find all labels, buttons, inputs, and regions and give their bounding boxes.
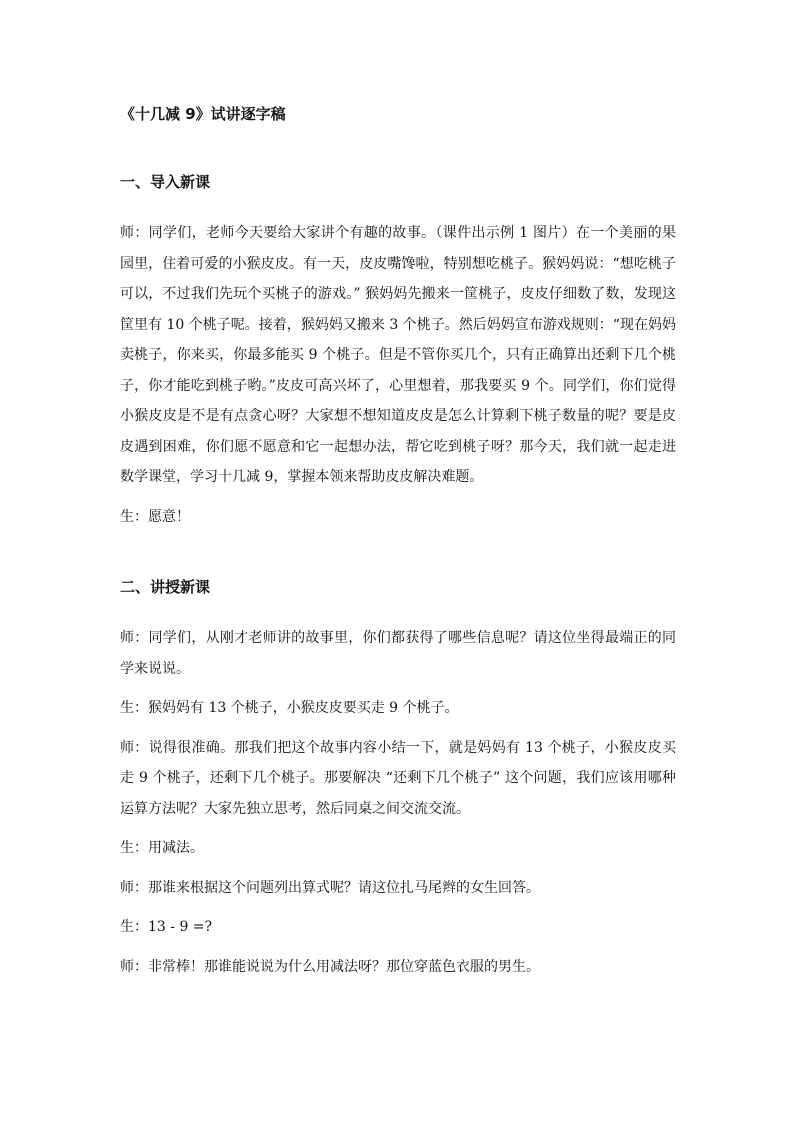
paragraph: 师：同学们，从刚才老师讲的故事里，你们都获得了哪些信息呢？请这位坐得最端正的同学来说说。 xyxy=(120,630,676,677)
paragraph: 生：13 - 9 =? xyxy=(120,919,213,935)
paragraph: 师：说得很准确。那我们把这个故事内容小结一下，就是妈妈有 13 个桃子，小猴皮皮买走 9 个桃子，还剩下几个桃子。那要解决 “还剩下几个桃子” 这个问题，我们应该用哪种运算方法呢？大家先独立思考，然后同桌之间交流交流。 xyxy=(120,739,676,817)
paragraph: 生：猴妈妈有 13 个桃子，小猴皮皮要买走 9 个桃子。 xyxy=(120,700,459,716)
section-introduction xyxy=(120,168,676,532)
section-new-lesson xyxy=(120,573,676,982)
section-spacer xyxy=(120,541,676,573)
paragraph: 生：愿意！ xyxy=(120,508,190,525)
paragraph: 师：非常棒！那谁能说说为什么用减法呀？那位穿蓝色衣服的男生。 xyxy=(120,958,540,975)
paragraph: 师：同学们，老师今天要给大家讲个有趣的故事。（课件出示例 1 图片）在一个美丽的果园里，住着可爱的小猴皮皮。有一天，皮皮嘴馋啦，特别想吃桃子。猴妈妈说：“想吃桃子可以，不过我们先玩个买桃子的游戏。” 猴妈妈先搬来一筐桃子，皮皮仔细数了数，发现这筐里有 10 个桃子呢。接着，猴妈妈又搬来 3 个桃子。然后妈妈宣布游戏规则：“现在妈妈卖桃子，你来买，你最多能买 9 个桃子。但是不管你买几个，只有正确算出还剩下几个桃子，你才能吃到桃子哟。”皮皮可高兴坏了，心里想着，那我要买 9 个。同学们，你们觉得小猴皮皮是不是有点贪心呀？大家想不想知道皮皮是怎么计算剩下桃子数量的呢？要是皮皮遇到困难，你们愿不愿意和它一起想办法，帮它吃到桃子呀？那今天，我们就一起走进数学课堂，学习十几减 9，掌握本领来帮助皮皮解决难题。 xyxy=(120,225,676,485)
paragraph: 师：那谁来根据这个问题列出算式呢？请这位扎马尾辫的女生回答。 xyxy=(120,879,540,896)
section-heading: 一、导入新课 xyxy=(120,173,211,191)
paragraph: 生：用减法。 xyxy=(120,840,204,856)
document-title: 《十几减 9》试讲逐字稿 xyxy=(120,105,286,123)
document-body xyxy=(120,100,676,991)
section-heading: 二、讲授新课 xyxy=(120,578,211,596)
